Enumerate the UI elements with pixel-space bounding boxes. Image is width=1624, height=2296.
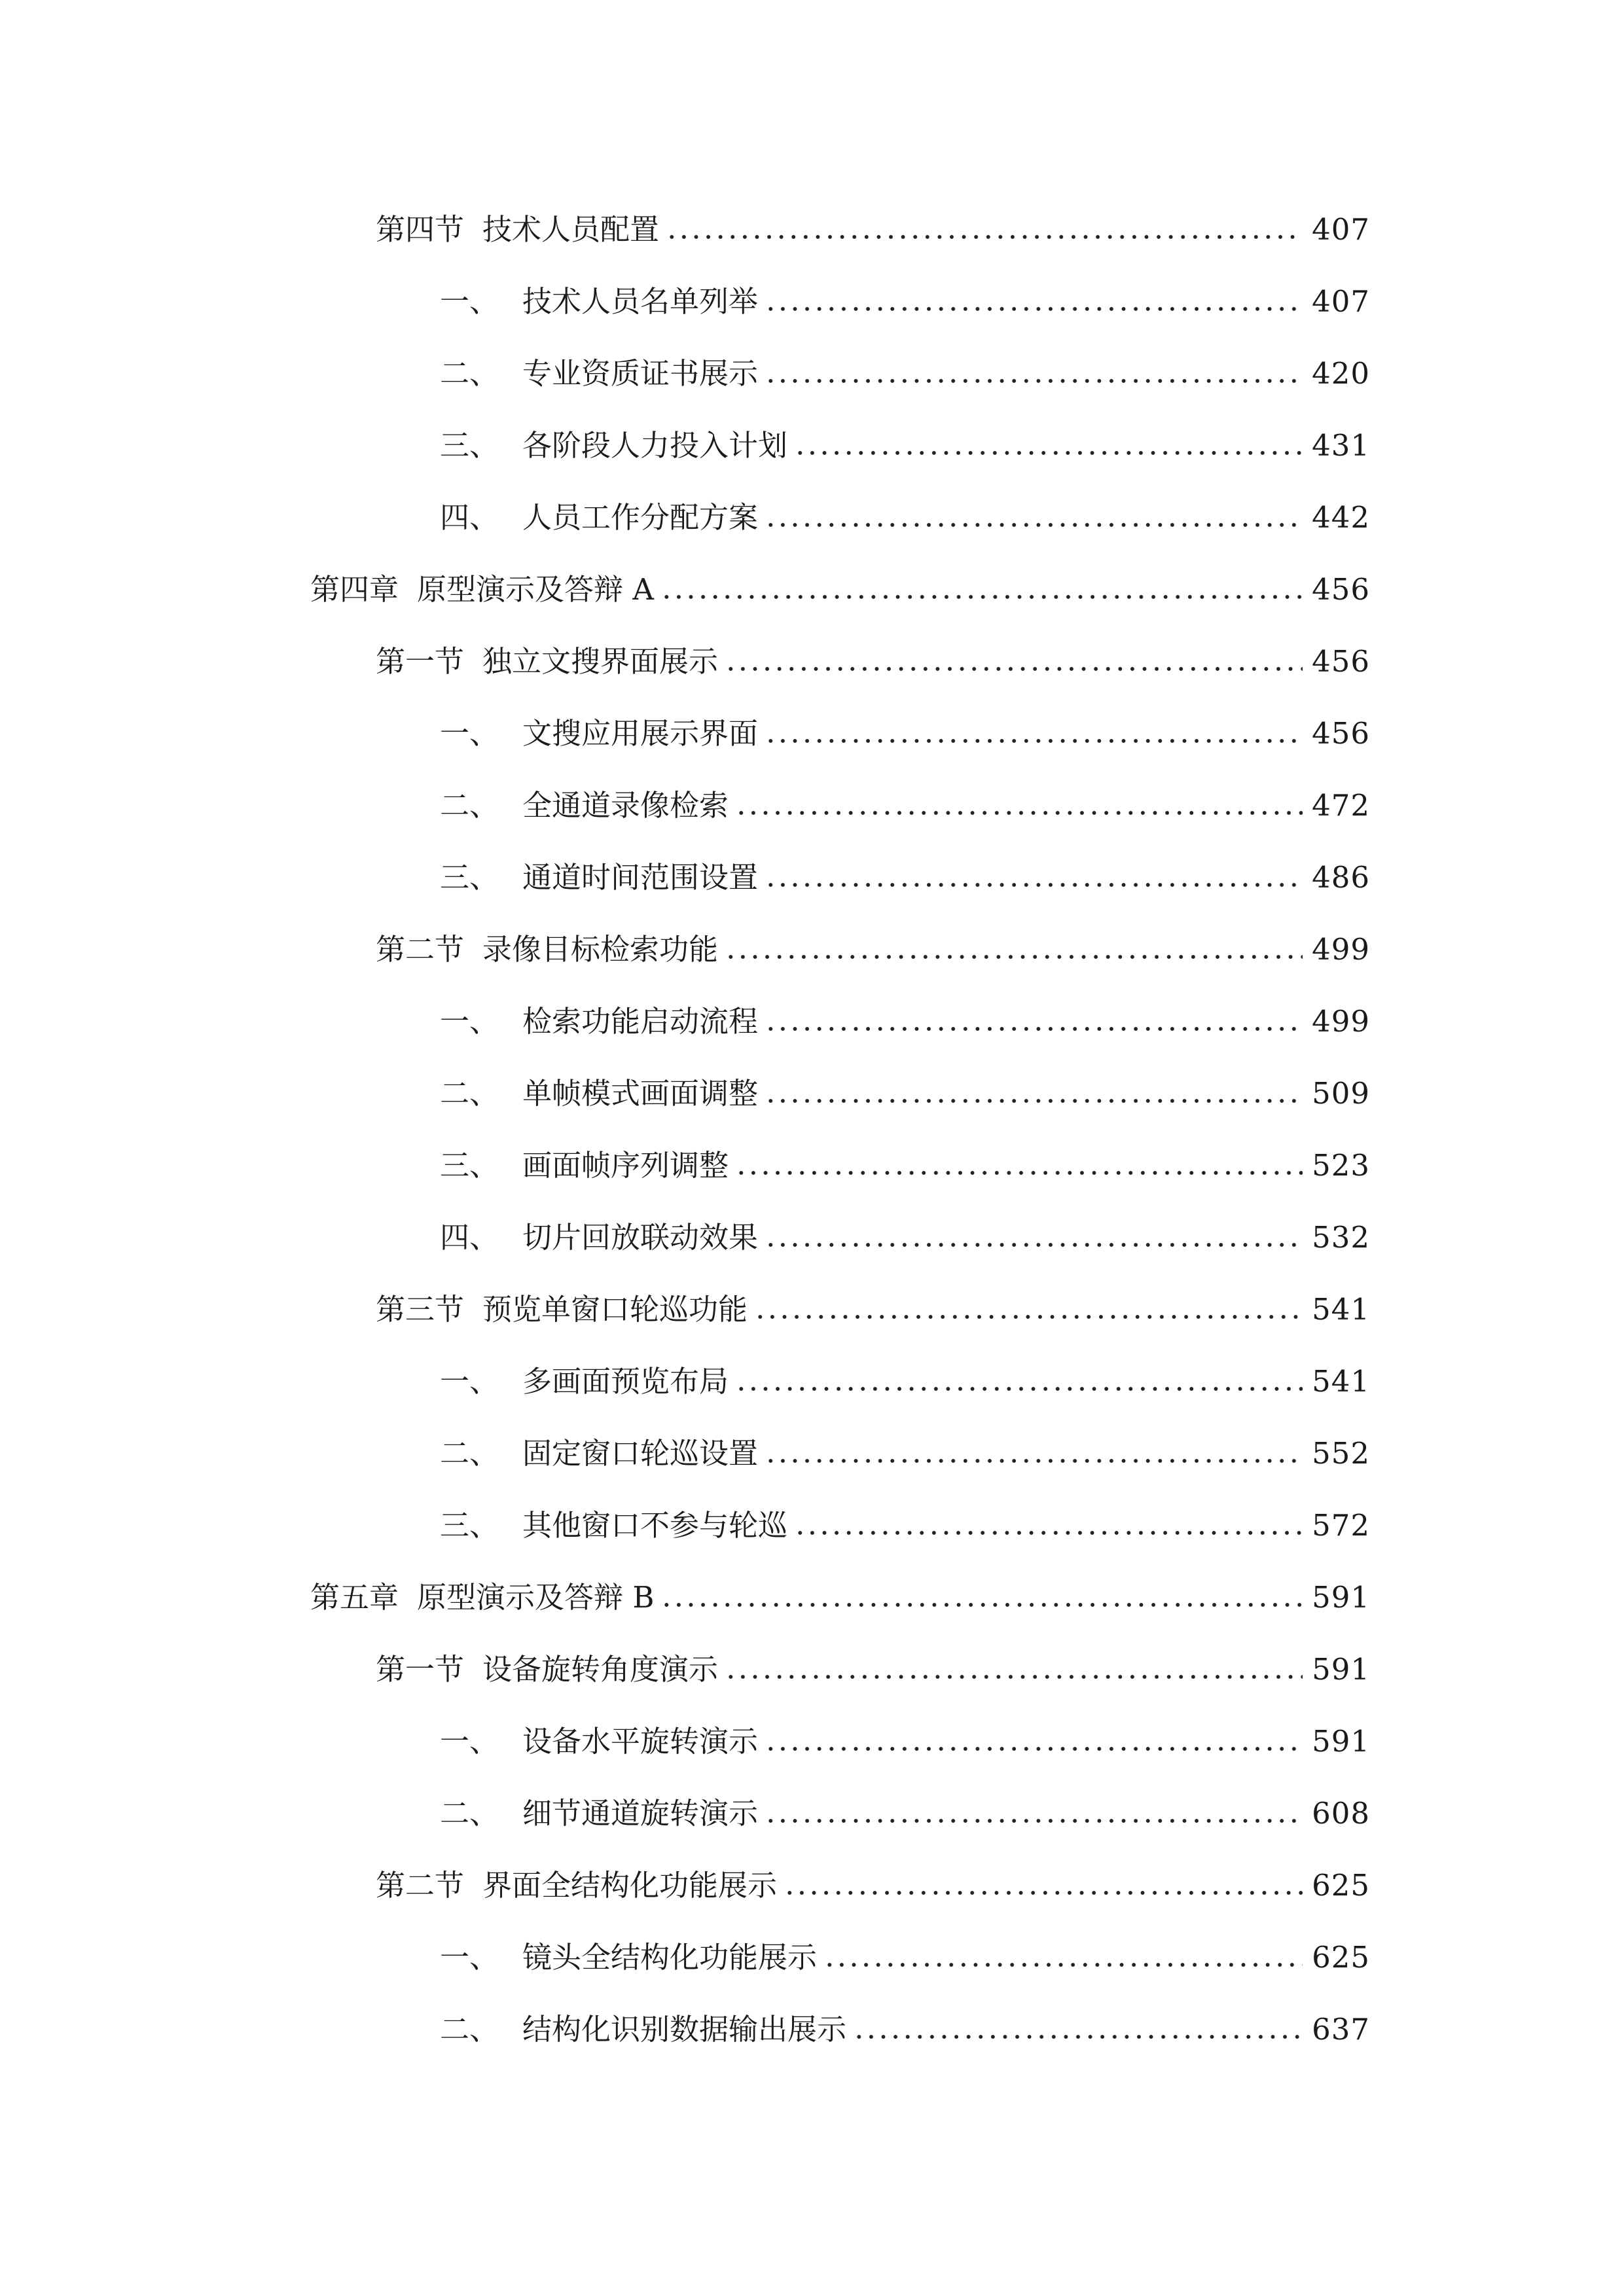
toc-entry-title: 其他窗口不参与轮巡 (522, 1508, 788, 1543)
toc-dot-leader (735, 1170, 1303, 1175)
toc-entry-page: 509 (1312, 1076, 1370, 1111)
toc-entry-page: 499 (1312, 1004, 1370, 1039)
toc-entry-title: 预览单窗口轮巡功能 (482, 1292, 748, 1327)
toc-entry-page: 486 (1312, 860, 1370, 895)
toc-entry-title: 各阶段人力投入计划 (522, 428, 788, 463)
toc-entry-page: 591 (1312, 1652, 1370, 1687)
toc-entry-page: 591 (1312, 1724, 1370, 1759)
toc-entry-title: 设备旋转角度演示 (482, 1652, 719, 1687)
toc-entry-title: 固定窗口轮巡设置 (522, 1436, 759, 1471)
toc-entry-marker: 二、 (440, 1076, 499, 1111)
toc-dot-leader (765, 738, 1303, 744)
toc-entry-page: 456 (1312, 644, 1370, 679)
toc-entry[interactable] (440, 1139, 1370, 1192)
toc-entry-page: 420 (1312, 356, 1370, 391)
toc-entry[interactable] (440, 1715, 1370, 1768)
toc-entry-page: 472 (1312, 788, 1370, 823)
toc-entry-title: 全通道录像检索 (522, 788, 729, 823)
toc-dot-leader (823, 1962, 1303, 1967)
toc-entry-title: 技术人员配置 (482, 212, 660, 247)
toc-entry[interactable] (440, 1931, 1370, 1984)
toc-entry-title: 原型演示及答辩 B (417, 1580, 655, 1615)
toc-entry-marker: 一、 (440, 716, 499, 751)
toc-entry-marker: 第三节 (376, 1292, 465, 1327)
toc-dot-leader (765, 1026, 1303, 1031)
toc-entry-marker: 第一节 (376, 644, 465, 679)
toc-entry-marker: 第二节 (376, 1868, 465, 1903)
toc-entry-marker: 第五章 (310, 1580, 399, 1615)
toc-entry-page: 442 (1312, 500, 1370, 535)
toc-entry-page: 541 (1312, 1292, 1370, 1327)
toc-entry[interactable] (440, 708, 1370, 760)
toc-dot-leader (765, 1098, 1303, 1103)
toc-entry-marker: 二、 (440, 1796, 499, 1831)
toc-dot-leader (754, 1314, 1303, 1319)
toc-entry-title: 界面全结构化功能展示 (482, 1868, 778, 1903)
toc-entry-title: 通道时间范围设置 (522, 860, 759, 895)
toc-entry-marker: 一、 (440, 1004, 499, 1039)
toc-entry[interactable] (376, 1283, 1370, 1336)
toc-entry-page: 407 (1312, 212, 1370, 247)
toc-dot-leader (725, 954, 1303, 960)
toc-entry[interactable] (440, 780, 1370, 832)
toc-entry[interactable] (440, 1211, 1370, 1264)
toc-entry-marker: 一、 (440, 1724, 499, 1759)
toc-entry[interactable] (376, 1643, 1370, 1696)
toc-dot-leader (666, 234, 1303, 240)
toc-entry-marker: 四、 (440, 500, 499, 535)
toc-entry-page: 637 (1312, 2012, 1370, 2047)
toc-entry-marker: 第四节 (376, 212, 465, 247)
toc-entry-marker: 一、 (440, 1364, 499, 1399)
toc-entry-title: 多画面预览布局 (522, 1364, 729, 1399)
toc-entry-page: 541 (1312, 1364, 1370, 1399)
toc-entry[interactable] (440, 1067, 1370, 1120)
toc-entry[interactable] (310, 1571, 1370, 1624)
toc-entry-marker: 第二节 (376, 932, 465, 967)
toc-dot-leader (794, 1530, 1303, 1535)
toc-dot-leader (765, 522, 1303, 528)
toc-dot-leader (765, 882, 1303, 888)
toc-entry-marker: 三、 (440, 1508, 499, 1543)
toc-entry-title: 技术人员名单列举 (522, 284, 759, 319)
toc-entry[interactable] (440, 852, 1370, 904)
toc-entry-title: 单帧模式画面调整 (522, 1076, 759, 1111)
toc-entry-marker: 一、 (440, 1940, 499, 1975)
toc-entry-title: 画面帧序列调整 (522, 1148, 729, 1183)
toc-entry[interactable] (440, 1787, 1370, 1840)
toc-entry-title: 人员工作分配方案 (522, 500, 759, 535)
toc-entry-title: 录像目标检索功能 (482, 932, 719, 967)
toc-entry-marker: 二、 (440, 356, 499, 391)
toc-entry[interactable] (440, 1427, 1370, 1480)
toc-entry-page: 456 (1312, 572, 1370, 607)
toc-dot-leader (765, 378, 1303, 384)
toc-entry-marker: 三、 (440, 860, 499, 895)
toc-entry-title: 设备水平旋转演示 (522, 1724, 759, 1759)
toc-entry-page: 456 (1312, 716, 1370, 751)
toc-entry-page: 572 (1312, 1508, 1370, 1543)
toc-entry-title: 切片回放联动效果 (522, 1220, 759, 1255)
toc-entry-page: 625 (1312, 1868, 1370, 1903)
toc-entry-marker: 三、 (440, 1148, 499, 1183)
toc-dot-leader (765, 1458, 1303, 1463)
toc-dot-leader (794, 450, 1303, 456)
toc-entry-title: 原型演示及答辩 A (417, 572, 654, 607)
toc-entry-marker: 一、 (440, 284, 499, 319)
toc-entry[interactable] (440, 492, 1370, 544)
toc-entry-page: 407 (1312, 284, 1370, 319)
toc-entry[interactable] (376, 1859, 1370, 1912)
toc-dot-leader (765, 1746, 1303, 1751)
toc-entry-page: 591 (1312, 1580, 1370, 1615)
toc-entry-page: 431 (1312, 428, 1370, 463)
toc-entry-page: 523 (1312, 1148, 1370, 1183)
toc-entry[interactable] (310, 564, 1370, 616)
toc-entry-marker: 三、 (440, 428, 499, 463)
toc-entry-title: 文搜应用展示界面 (522, 716, 759, 751)
toc-entry-title: 细节通道旋转演示 (522, 1796, 759, 1831)
toc-entry-page: 499 (1312, 932, 1370, 967)
toc-dot-leader (765, 1818, 1303, 1823)
toc-entry[interactable] (376, 924, 1370, 976)
toc-entry-title: 独立文搜界面展示 (482, 644, 719, 679)
toc-entry[interactable] (376, 204, 1370, 256)
toc-dot-leader (784, 1890, 1303, 1895)
toc-entry-page: 532 (1312, 1220, 1370, 1255)
toc-entry[interactable] (440, 276, 1370, 328)
toc-entry-marker: 二、 (440, 788, 499, 823)
toc-entry[interactable] (440, 1499, 1370, 1552)
toc-dot-leader (853, 2034, 1303, 2039)
toc-entry[interactable] (440, 348, 1370, 400)
toc-entry[interactable] (440, 2003, 1370, 2056)
toc-entry-marker: 二、 (440, 2012, 499, 2047)
toc-entry[interactable] (440, 996, 1370, 1048)
toc-entry[interactable] (376, 636, 1370, 688)
toc-dot-leader (735, 1386, 1303, 1391)
toc-dot-leader (765, 306, 1303, 312)
toc-entry-page: 625 (1312, 1940, 1370, 1975)
toc-dot-leader (735, 810, 1303, 816)
toc-dot-leader (725, 1674, 1303, 1679)
toc-dot-leader (660, 1602, 1303, 1607)
toc-entry-marker: 二、 (440, 1436, 499, 1471)
toc-dot-leader (765, 1242, 1303, 1247)
toc-entry-marker: 四、 (440, 1220, 499, 1255)
toc-entry-title: 专业资质证书展示 (522, 356, 759, 391)
toc-entry-page: 552 (1312, 1436, 1370, 1471)
toc-entry[interactable] (440, 1355, 1370, 1408)
toc-entry[interactable] (440, 420, 1370, 472)
toc-entry-title: 镜头全结构化功能展示 (522, 1940, 818, 1975)
toc-entry-title: 检索功能启动流程 (522, 1004, 759, 1039)
toc-dot-leader (725, 666, 1303, 672)
toc-entry-marker: 第一节 (376, 1652, 465, 1687)
toc-entry-title: 结构化识别数据输出展示 (522, 2012, 847, 2047)
toc-dot-leader (660, 594, 1303, 600)
toc-entry-page: 608 (1312, 1796, 1370, 1831)
toc-entry-marker: 第四章 (310, 572, 399, 607)
